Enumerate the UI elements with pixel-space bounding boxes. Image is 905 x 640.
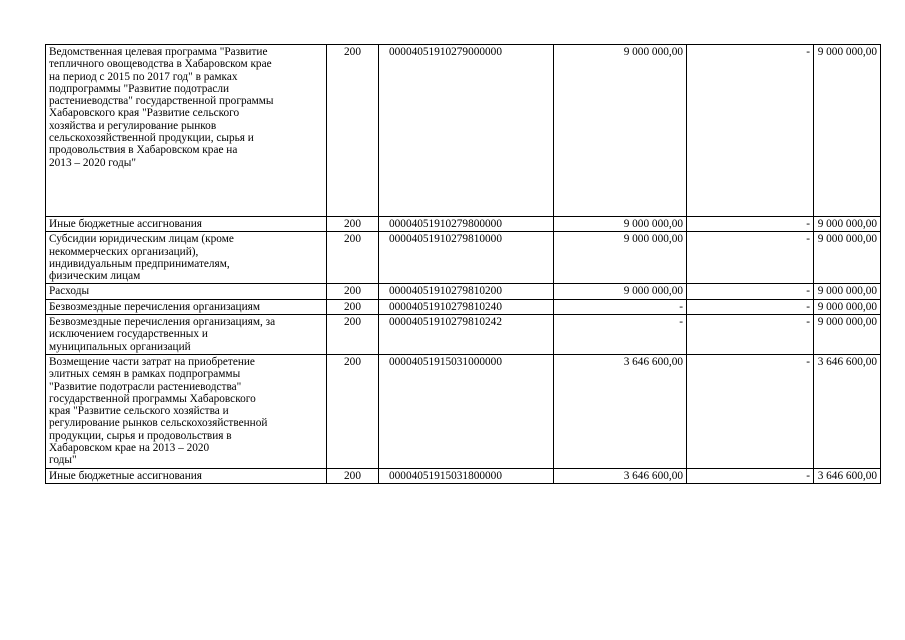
budget-execution-table xyxy=(45,44,881,484)
cell-approved-amount: 3 646 600,00 xyxy=(554,354,687,468)
cell-line-code: 200 xyxy=(327,232,379,284)
cell-budget-classification-code: 00004051915031000000 xyxy=(379,354,554,468)
table-row xyxy=(46,354,881,468)
cell-budget-classification-code: 00004051910279810200 xyxy=(379,284,554,299)
cell-executed-amount: - xyxy=(687,299,814,314)
cell-approved-amount: 9 000 000,00 xyxy=(554,284,687,299)
cell-approved-amount: 9 000 000,00 xyxy=(554,217,687,232)
cell-indicator-name: Иные бюджетные ассигнования xyxy=(46,217,327,232)
cell-budget-classification-code: 00004051910279810000 xyxy=(379,232,554,284)
table-row xyxy=(46,468,881,483)
cell-unexecuted-amount: 3 646 600,00 xyxy=(814,354,881,468)
table-row xyxy=(46,45,881,217)
cell-line-code: 200 xyxy=(327,299,379,314)
cell-executed-amount: - xyxy=(687,284,814,299)
cell-unexecuted-amount: 9 000 000,00 xyxy=(814,45,881,217)
cell-line-code: 200 xyxy=(327,284,379,299)
cell-budget-classification-code: 00004051915031800000 xyxy=(379,468,554,483)
cell-unexecuted-amount: 9 000 000,00 xyxy=(814,232,881,284)
cell-indicator-name: Возмещение части затрат на приобретение элитных семян в рамках подпрограммы "Развитие подотрасли растениеводства" государственной программы Хабаровского края "Развитие сельского хозяйства и регулирование рынков сельскохозяйственной продукции, сырья и продовольствия в Хабаровском крае на 2013 – 2020 годы" xyxy=(46,354,327,468)
cell-unexecuted-amount: 9 000 000,00 xyxy=(814,315,881,355)
cell-executed-amount: - xyxy=(687,354,814,468)
cell-unexecuted-amount: 9 000 000,00 xyxy=(814,299,881,314)
cell-approved-amount: 9 000 000,00 xyxy=(554,232,687,284)
table-row xyxy=(46,232,881,284)
table-row xyxy=(46,299,881,314)
cell-indicator-name: Иные бюджетные ассигнования xyxy=(46,468,327,483)
cell-executed-amount: - xyxy=(687,468,814,483)
table-row xyxy=(46,284,881,299)
cell-unexecuted-amount: 3 646 600,00 xyxy=(814,468,881,483)
cell-executed-amount: - xyxy=(687,217,814,232)
cell-line-code: 200 xyxy=(327,217,379,232)
cell-indicator-name: Безвозмездные перечисления организациям xyxy=(46,299,327,314)
table-row xyxy=(46,315,881,355)
cell-indicator-name: Субсидии юридическим лицам (кроме некоммерческих организаций), индивидуальным предпринимателям, физическим лицам xyxy=(46,232,327,284)
cell-indicator-name: Безвозмездные перечисления организациям, за исключением государственных и муниципальных организаций xyxy=(46,315,327,355)
table-row xyxy=(46,217,881,232)
cell-approved-amount: 3 646 600,00 xyxy=(554,468,687,483)
cell-unexecuted-amount: 9 000 000,00 xyxy=(814,217,881,232)
cell-executed-amount: - xyxy=(687,232,814,284)
cell-executed-amount: - xyxy=(687,45,814,217)
cell-budget-classification-code: 00004051910279000000 xyxy=(379,45,554,217)
cell-approved-amount: - xyxy=(554,299,687,314)
cell-executed-amount: - xyxy=(687,315,814,355)
cell-unexecuted-amount: 9 000 000,00 xyxy=(814,284,881,299)
cell-approved-amount: 9 000 000,00 xyxy=(554,45,687,217)
cell-budget-classification-code: 00004051910279810242 xyxy=(379,315,554,355)
cell-budget-classification-code: 00004051910279810240 xyxy=(379,299,554,314)
cell-indicator-name: Ведомственная целевая программа "Развитие тепличного овощеводства в Хабаровском крае на период с 2015 по 2017 год" в рамках подпрограммы "Развитие подотрасли растениеводства" государственной программы Хабаровского края "Развитие сельского хозяйства и регулирование рынков сельскохозяйственной продукции, сырья и продовольствия в Хабаровском крае на 2013 – 2020 годы" xyxy=(46,45,327,217)
cell-budget-classification-code: 00004051910279800000 xyxy=(379,217,554,232)
cell-line-code: 200 xyxy=(327,468,379,483)
cell-line-code: 200 xyxy=(327,354,379,468)
document-page xyxy=(45,44,880,484)
cell-line-code: 200 xyxy=(327,45,379,217)
cell-approved-amount: - xyxy=(554,315,687,355)
cell-line-code: 200 xyxy=(327,315,379,355)
cell-indicator-name: Расходы xyxy=(46,284,327,299)
